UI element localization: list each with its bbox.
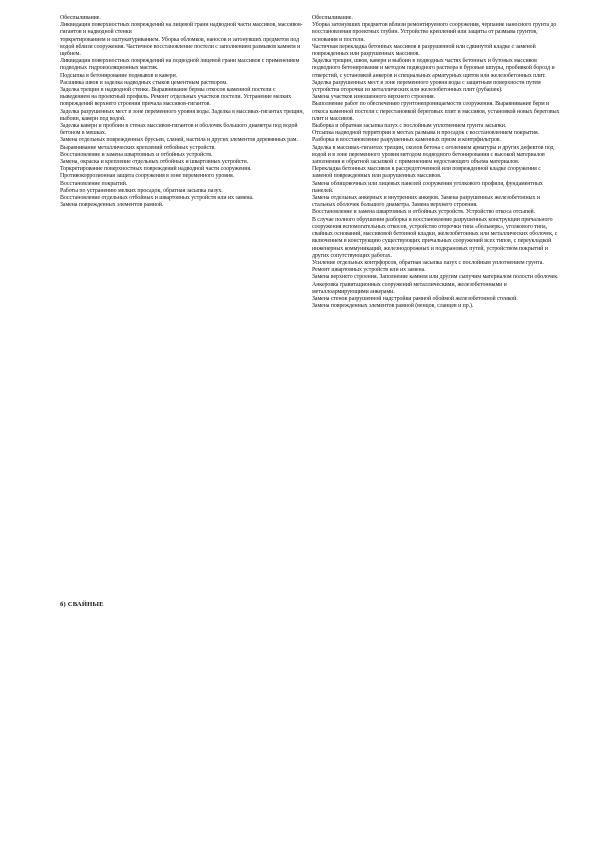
right-paragraph: Уборка затонувших предметов вблизи ремонтируемого сооружения, черпание наносного грунта до восстановления проектных глубин. Устройство креплений или защиты от размыва грунтов, основания и постели. bbox=[312, 22, 557, 43]
left-paragraph: Восстановление покрытий. bbox=[60, 180, 128, 187]
right-paragraph: Замена верхнего строения. Заполнение камнем или другим сыпучим материалом полости оболочек. bbox=[312, 274, 559, 281]
right-paragraph: Выполнение работ по обеспечению грунтонепроницаемости сооружения. Выравнивание берм и откоса каменной постели с перестановкой береговых плит и массивов, установкой новых береговых плит и массивов. bbox=[312, 101, 560, 122]
right-paragraph: Усиление отдельных контрфорсов, обратная засыпка пазух с послойным уплотнением грунта. Ремонт швартовных устройств или их замена. bbox=[312, 259, 544, 274]
right-paragraph: Отсыпка надводной территории в местах размыва и просадок с восстановлением покрытия. Разборка и восстановление разрушенных каменных призм и контрфильтров. bbox=[312, 130, 540, 144]
left-paragraph: Противокоррозионная защита сооружения в зоне переменного уровня. bbox=[60, 173, 235, 180]
left-paragraph: Замена отдельных поврежденных брусьев, сланей, настила и других элементов деревянных рам. bbox=[60, 137, 298, 144]
left-paragraph: Восстановление и замена швартовных и отбойных устройств. bbox=[60, 151, 213, 158]
right-paragraph: Замена отдельных анкерных и внутренних анкеров. Замена разрушенных железобетонных и стальных оболочек большого диаметра. Замена верхнего строения. bbox=[312, 195, 540, 209]
right-paragraph: В случае полного обрушения разборка и восстановление разрушенных конструкции причального сооружения вспомогательных откосов, устройство оторочки типа «больверк», уголкового типа, свайных оснований, массивовой бетонной кладки, железобетонных или металлических оболочек, с включением в конструкцию существующих причальных сооружений всех типов, с переукладкой инженерных коммуникаций, железнодорожных и подкрановых путей, устройством покрытий и других сопутствующих работах. bbox=[312, 216, 558, 259]
left-paragraph: Заделка разрушенных мест в зоне переменного уровня воды. Заделка в массивах-гигантах трещин, выбоин, каверн под водой. bbox=[60, 108, 304, 122]
right-text-column bbox=[312, 15, 560, 310]
right-paragraph: Обеспыливание. bbox=[312, 15, 353, 21]
left-paragraph: Торкретирование поверхностных повреждений надводной части сооружения. bbox=[60, 166, 252, 173]
right-paragraph: Частичная перекладка бетонных массивов в разрушенной или сдвинутой кладке с заменой поврежденных или разрушенных массивов. bbox=[312, 43, 536, 58]
right-paragraph: Замена стенок разрушенной надстройки рамной обоймой железобетонной стенкой. bbox=[312, 295, 518, 302]
left-text-column bbox=[60, 15, 306, 209]
right-paragraph: Восстановление и замена швартовных и отбойных устройств. Устройство откоса отсыпей. bbox=[312, 209, 536, 216]
left-paragraph: Работы по устранению мелких просадок, обратная засыпка пазух. bbox=[60, 187, 223, 194]
right-paragraph: Выборка и обратная засыпка пазух с послойным уплотнением грунта засыпки. bbox=[312, 123, 507, 130]
right-paragraph: Замена участков изношенного верхнего строения. bbox=[312, 94, 436, 101]
left-paragraph: Замена поврежденных элементов рамной. bbox=[60, 202, 164, 209]
right-paragraph: Перекладка бетонных массивов в рассредоточенной или поврежденной кладке сооружения с заменой поврежденных или разрушенных массивов. bbox=[312, 166, 541, 180]
left-paragraph: Обеспыливание. bbox=[60, 15, 101, 21]
left-paragraph: Выравнивание металлических креплений отбойных устройств. bbox=[60, 144, 216, 151]
left-paragraph: Ликвидация поверхностных повреждений на лицевой грани надводной части массивов, массивов-гигантов и надводной стенки bbox=[60, 22, 303, 36]
left-paragraph: Восстановление отдельных отбойных и швартовных устройств или их замена. bbox=[60, 195, 254, 202]
right-paragraph: Заделка трещин, швов, каверн и выбоин в подводных частях бетонных и бутовых массивов подводного бетонирования и методом подводного раствора в буровые шпуры, пробивкой борозд и отверстий, с установкой анкеров и специальных арматурных щитов или железобетонных плит. Заделка разрушенных мест в зоне переменного уровня воды с защитным поверхности путем устройства оторочки из металлических или железобетонных плит (рубашек). bbox=[312, 58, 555, 94]
left-paragraph: торкретированием и оштукатуриванием. Уборка обломков, наносов и затонувших предметов под водой вблизи сооружения. Частичное восстановление постели с заполнением размывов камнем и щебнем. bbox=[60, 36, 301, 58]
left-paragraph: Расшивка швов и заделка надводных стыков цементным раствором. bbox=[60, 79, 228, 86]
left-paragraph: Подсыпка в бетонирование подмывов и каверн. bbox=[60, 72, 178, 79]
section-title: б) СВАЙНЫЕ bbox=[60, 601, 104, 608]
left-paragraph: Заделка трещин в надводной стенке. Выравнивание бермы откосов каменной постели с выведением на проектный профиль. Ремонт отдельных участков постели. Устранение мелких повреждений верхнего строения причала массивов-гигантов. bbox=[60, 87, 292, 108]
left-paragraph: Заделка каверн и пробоин в стенах массивов-гигантов и оболочек большого диаметра под водой бетоном в мешках. bbox=[60, 123, 298, 137]
left-paragraph: Замена, окраска и крепление отдельных отбойных и швартовных устройств. bbox=[60, 159, 249, 166]
right-paragraph: Замена облицовочных или лицевых панелей сооружения уголкового профиля, фундаментных панелей. bbox=[312, 180, 543, 194]
right-paragraph: Анкеровка гравитационных сооружений металлическими, железобетонными и металлоармирующими анкерами. bbox=[312, 281, 507, 295]
right-paragraph: Замена поврежденных элементов рамной (венцов, сланцев и пр.). bbox=[312, 303, 474, 310]
left-paragraph: Ликвидация поверхностных повреждений на подводной лицевой грани массивов с применением подводных гидроизоляционных мастик. bbox=[60, 58, 300, 72]
right-paragraph: Заделка в массивах-гигантах трещин, сколов бетона с оголением арматуры и других дефектов под водой и в зоне переменного уровня методом подводного бетонирования с высокой материалов заполнения и обратной засыпкой с применением недостающего объема материалов. bbox=[312, 144, 554, 166]
